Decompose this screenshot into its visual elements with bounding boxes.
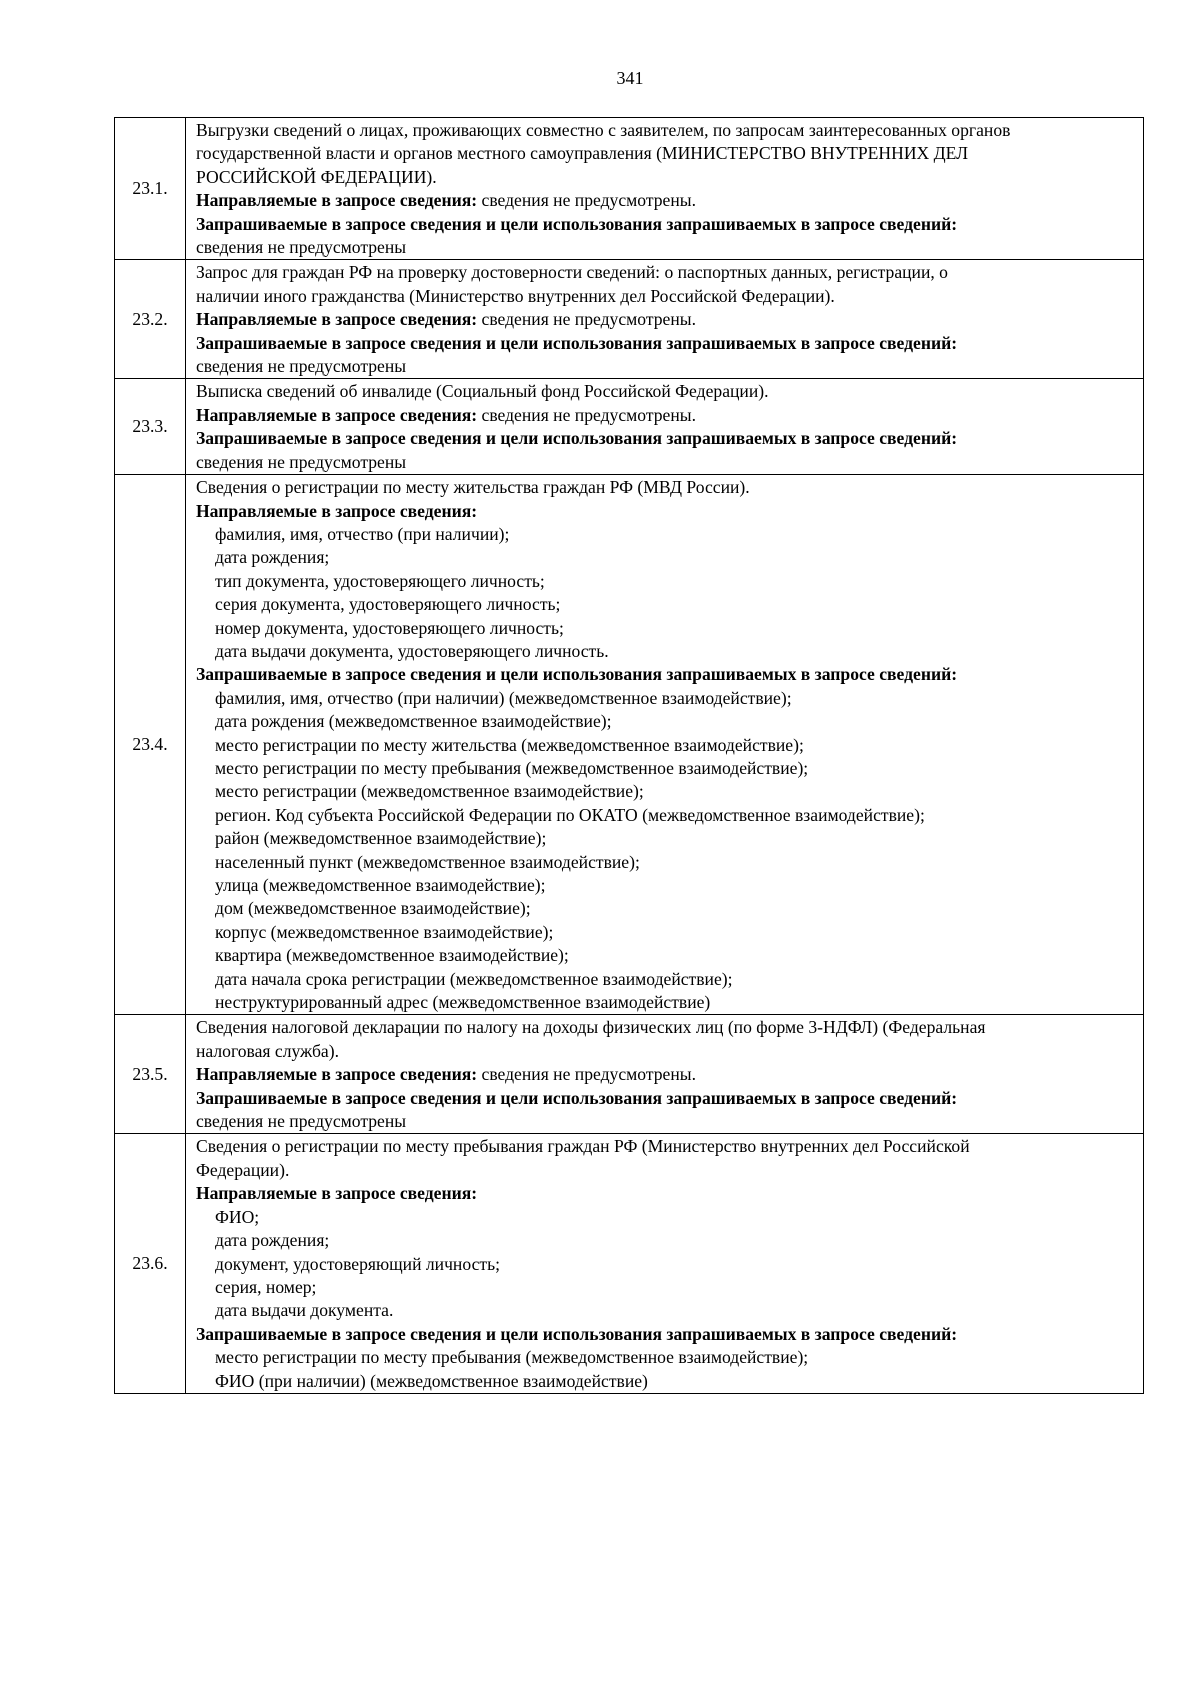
line-text: серия документа, удостоверяющего личность; bbox=[215, 594, 561, 615]
section-heading-line bbox=[196, 1087, 1137, 1110]
row-content bbox=[186, 1134, 1144, 1393]
list-item bbox=[196, 874, 1137, 897]
line-text: ФИО (при наличии) (межведомственное взаимодействие) bbox=[215, 1370, 648, 1391]
text-line bbox=[196, 166, 1137, 189]
line-text: дата рождения (межведомственное взаимодействие); bbox=[215, 711, 612, 732]
line-text: место регистрации (межведомственное взаимодействие); bbox=[215, 781, 644, 802]
table-row bbox=[115, 1015, 1144, 1134]
line-text: дата выдачи документа, удостоверяющего личность. bbox=[215, 640, 609, 661]
line-text: дата выдачи документа. bbox=[215, 1300, 394, 1321]
row-number: 23.4. bbox=[115, 475, 186, 1015]
line-text: сведения не предусмотрены. bbox=[477, 1064, 696, 1085]
list-item bbox=[196, 640, 1137, 663]
bold-label: Запрашиваемые в запросе сведения и цели использования запрашиваемых в запросе сведений: bbox=[196, 1087, 958, 1108]
line-text: район (межведомственное взаимодействие); bbox=[215, 828, 547, 849]
table-body bbox=[115, 118, 1144, 1394]
text-line bbox=[196, 119, 1137, 142]
page-number: 341 bbox=[616, 68, 644, 88]
services-table bbox=[114, 117, 1144, 1394]
line-text: квартира (межведомственное взаимодействие); bbox=[215, 945, 569, 966]
line-text: корпус (межведомственное взаимодействие); bbox=[215, 921, 554, 942]
list-item bbox=[196, 546, 1137, 569]
text-line bbox=[196, 355, 1137, 378]
list-item bbox=[196, 780, 1137, 803]
list-item bbox=[196, 921, 1137, 944]
text-line bbox=[196, 1040, 1137, 1063]
line-text: серия, номер; bbox=[215, 1276, 317, 1297]
list-item bbox=[196, 1346, 1137, 1369]
list-item bbox=[196, 617, 1137, 640]
line-text: дата рождения; bbox=[215, 1230, 330, 1251]
list-item bbox=[196, 593, 1137, 616]
line-text: неструктурированный адрес (межведомственное взаимодействие) bbox=[215, 992, 711, 1013]
row-content bbox=[186, 1015, 1144, 1134]
line-text: регион. Код субъекта Российской Федерации по ОКАТО (межведомственное взаимодействие); bbox=[215, 804, 925, 825]
list-item bbox=[196, 734, 1137, 757]
list-item bbox=[196, 968, 1137, 991]
list-item bbox=[196, 1299, 1137, 1322]
bold-label: Направляемые в запросе сведения: bbox=[196, 1064, 478, 1085]
list-item bbox=[196, 1370, 1137, 1393]
table-row bbox=[115, 260, 1144, 379]
text-line bbox=[196, 142, 1137, 165]
bold-label: Запрашиваемые в запросе сведения и цели использования запрашиваемых в запросе сведений: bbox=[196, 213, 958, 234]
section-heading-line bbox=[196, 1063, 1137, 1086]
line-text: Выгрузки сведений о лицах, проживающих совместно с заявителем, по запросам заинтересованных органов bbox=[196, 120, 1011, 140]
bold-label: Направляемые в запросе сведения: bbox=[196, 309, 478, 330]
row-number: 23.3. bbox=[115, 379, 186, 475]
row-content bbox=[186, 118, 1144, 260]
text-line bbox=[196, 1110, 1137, 1133]
row-number: 23.2. bbox=[115, 260, 186, 379]
bold-label: Направляемые в запросе сведения: bbox=[196, 1183, 478, 1204]
line-text: РОССИЙСКОЙ ФЕДЕРАЦИИ). bbox=[196, 166, 437, 187]
bold-label: Запрашиваемые в запросе сведения и цели использования запрашиваемых в запросе сведений: bbox=[196, 332, 958, 353]
line-text: место регистрации по месту пребывания (межведомственное взаимодействие); bbox=[215, 1347, 809, 1368]
line-text: сведения не предусмотрены bbox=[196, 1111, 407, 1132]
list-item bbox=[196, 991, 1137, 1014]
line-text: дата начала срока регистрации (межведомственное взаимодействие); bbox=[215, 968, 733, 989]
section-heading-line bbox=[196, 663, 1137, 686]
list-item bbox=[196, 1206, 1137, 1229]
text-line bbox=[196, 236, 1137, 259]
line-text: дом (межведомственное взаимодействие); bbox=[215, 898, 531, 919]
text-line bbox=[196, 1135, 1137, 1158]
text-line bbox=[196, 451, 1137, 474]
section-heading-line bbox=[196, 404, 1137, 427]
line-text: сведения не предусмотрены. bbox=[477, 190, 696, 211]
list-item bbox=[196, 1276, 1137, 1299]
line-text: место регистрации по месту пребывания (межведомственное взаимодействие); bbox=[215, 757, 809, 778]
line-text: государственной власти и органов местного самоуправления (МИНИСТЕРСТВО ВНУТРЕННИХ ДЕЛ bbox=[196, 143, 969, 164]
bold-label: Направляемые в запросе сведения: bbox=[196, 190, 478, 211]
table-row bbox=[115, 475, 1144, 1015]
line-text: документ, удостоверяющий личность; bbox=[215, 1253, 500, 1274]
row-content bbox=[186, 379, 1144, 475]
list-item bbox=[196, 1253, 1137, 1276]
text-line bbox=[196, 1016, 1137, 1039]
list-item bbox=[196, 687, 1137, 710]
section-heading-line bbox=[196, 1323, 1137, 1346]
list-item bbox=[196, 523, 1137, 546]
line-text: сведения не предусмотрены bbox=[196, 356, 407, 377]
bold-label: Запрашиваемые в запросе сведения и цели использования запрашиваемых в запросе сведений: bbox=[196, 664, 958, 685]
section-heading-line bbox=[196, 213, 1137, 236]
text-line bbox=[196, 285, 1137, 308]
text-line bbox=[196, 380, 1137, 403]
line-text: Выписка сведений об инвалиде (Социальный фонд Российской Федерации). bbox=[196, 381, 769, 402]
table-row bbox=[115, 118, 1144, 260]
list-item bbox=[196, 757, 1137, 780]
row-number: 23.6. bbox=[115, 1134, 186, 1393]
line-text: населенный пункт (межведомственное взаимодействие); bbox=[215, 851, 640, 872]
line-text: сведения не предусмотрены bbox=[196, 451, 407, 472]
list-item bbox=[196, 944, 1137, 967]
table-row bbox=[115, 1134, 1144, 1393]
line-text: Сведения налоговой декларации по налогу на доходы физических лиц (по форме 3-НДФЛ) (Федеральная bbox=[196, 1017, 986, 1038]
line-text: место регистрации по месту жительства (межведомственное взаимодействие); bbox=[215, 734, 804, 755]
line-text: номер документа, удостоверяющего личность; bbox=[215, 617, 564, 638]
bold-label: Направляемые в запросе сведения: bbox=[196, 500, 478, 521]
list-item bbox=[196, 851, 1137, 874]
list-item bbox=[196, 897, 1137, 920]
text-line bbox=[196, 476, 1137, 499]
list-item bbox=[196, 827, 1137, 850]
line-text: фамилия, имя, отчество (при наличии); bbox=[215, 523, 510, 544]
line-text: налоговая служба). bbox=[196, 1040, 340, 1061]
line-text: наличии иного гражданства (Министерство внутренних дел Российской Федерации). bbox=[196, 285, 835, 306]
line-text: Сведения о регистрации по месту жительства граждан РФ (МВД России). bbox=[196, 477, 750, 498]
list-item bbox=[196, 1229, 1137, 1252]
row-number: 23.1. bbox=[115, 118, 186, 260]
bold-label: Запрашиваемые в запросе сведения и цели использования запрашиваемых в запросе сведений: bbox=[196, 428, 958, 449]
text-line bbox=[196, 261, 1137, 284]
line-text: тип документа, удостоверяющего личность; bbox=[215, 570, 545, 591]
line-text: ФИО; bbox=[215, 1206, 260, 1227]
row-content bbox=[186, 260, 1144, 379]
text-line bbox=[196, 1159, 1137, 1182]
section-heading-line bbox=[196, 308, 1137, 331]
list-item bbox=[196, 570, 1137, 593]
section-heading-line bbox=[196, 332, 1137, 355]
line-text: Сведения о регистрации по месту пребывания граждан РФ (Министерство внутренних дел Российской bbox=[196, 1136, 970, 1157]
line-text: сведения не предусмотрены. bbox=[477, 404, 696, 425]
list-item bbox=[196, 804, 1137, 827]
line-text: фамилия, имя, отчество (при наличии) (межведомственное взаимодействие); bbox=[215, 687, 792, 708]
line-text: Федерации). bbox=[196, 1159, 290, 1180]
line-text: сведения не предусмотрены. bbox=[477, 309, 696, 330]
row-content bbox=[186, 475, 1144, 1015]
row-number: 23.5. bbox=[115, 1015, 186, 1134]
section-heading-line bbox=[196, 500, 1137, 523]
line-text: Запрос для граждан РФ на проверку достоверности сведений: о паспортных данных, регистрации, о bbox=[196, 262, 948, 283]
line-text: сведения не предусмотрены bbox=[196, 237, 407, 258]
section-heading-line bbox=[196, 189, 1137, 212]
bold-label: Направляемые в запросе сведения: bbox=[196, 404, 478, 425]
section-heading-line bbox=[196, 427, 1137, 450]
table-row bbox=[115, 379, 1144, 475]
bold-label: Запрашиваемые в запросе сведения и цели использования запрашиваемых в запросе сведений: bbox=[196, 1323, 958, 1344]
line-text: улица (межведомственное взаимодействие); bbox=[215, 875, 546, 895]
section-heading-line bbox=[196, 1182, 1137, 1205]
list-item bbox=[196, 710, 1137, 733]
line-text: дата рождения; bbox=[215, 547, 330, 568]
